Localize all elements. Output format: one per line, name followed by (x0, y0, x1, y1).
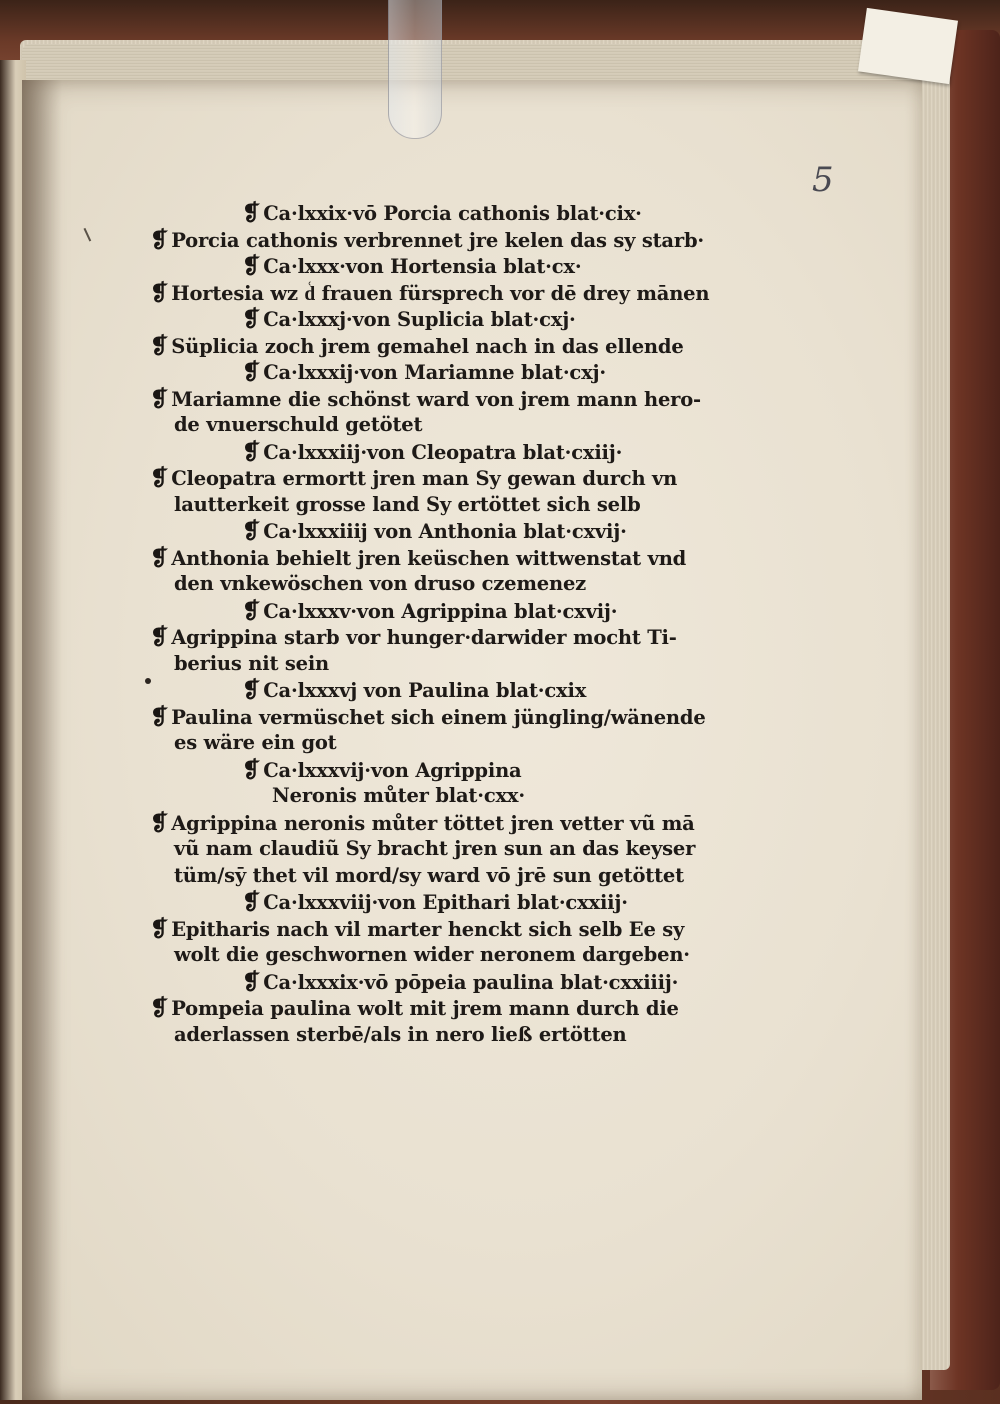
paper-slip (858, 8, 958, 84)
line-text: Ca·lxxxj·von Suplicia blat·cxj· (263, 308, 576, 331)
line-text: den vnkewöschen von druso czemenez (174, 572, 587, 595)
chapter-summary (150, 333, 690, 360)
line-text: Pompeia paulina wolt mit jrem mann durch die (171, 997, 679, 1020)
line-text: Ca·lxxxvj von Paulina blat·cxix (263, 679, 587, 702)
line-text: Paulina vermüschet sich einem jüngling/wänende (171, 705, 706, 729)
line-text: de vnuerschuld getötet (174, 413, 423, 436)
line-text: Süplicia zoch jrem gemahel nach in das ellende (171, 334, 684, 358)
line-text: Ca·lxxix·vō Porcia cathonis blat·cix· (263, 202, 642, 225)
line-text: Cleopatra ermortt jren man Sy gewan durch vn (171, 467, 678, 490)
chapter-summary-continued (150, 651, 690, 678)
chapter-summary (150, 703, 706, 731)
pilcrow-icon: ❡ (242, 597, 261, 624)
line-text: berius nit sein (174, 651, 330, 675)
pilcrow-icon: ❡ (150, 624, 169, 650)
line-text: Ca·lxxxviij·von Epithari blat·cxxiij· (263, 891, 628, 914)
chapter-heading (150, 253, 690, 280)
chapter-summary-continued (150, 942, 690, 969)
pilcrow-icon: ❡ (150, 226, 169, 253)
chapter-summary-continued (150, 412, 690, 439)
chapter-summary (150, 385, 701, 413)
chapter-summary-continued (150, 836, 696, 863)
chapter-heading (150, 889, 690, 916)
pilcrow-icon: ❡ (242, 306, 261, 332)
chapter-summary-continued (150, 730, 690, 757)
line-text: Mariamne die schönst ward von jrem mann hero‐ (171, 387, 701, 411)
pilcrow-icon: ❡ (242, 359, 261, 385)
line-text: wolt die geschwornen wider neronem dargeben· (174, 943, 690, 966)
chapter-summary (150, 226, 704, 254)
line-text: es wäre ein got (174, 731, 337, 754)
pilcrow-icon: ❡ (150, 279, 169, 306)
line-text: Ca·lxxxvij·von Agrippina (263, 758, 522, 782)
pilcrow-icon: ❡ (150, 544, 169, 571)
pilcrow-icon: ❡ (242, 677, 261, 703)
pilcrow-icon: ❡ (242, 756, 261, 783)
pilcrow-icon: ❡ (242, 889, 261, 915)
chapter-heading (150, 677, 690, 704)
gutter-shadow (22, 80, 62, 1400)
line-text: tüm/sȳ thet vil mord/sy ward vō jrē sun getöttet (174, 863, 684, 887)
pilcrow-icon: ❡ (150, 915, 169, 942)
chapter-summary-continued (150, 1022, 690, 1049)
line-text: lautterkeit grosse land Sy ertöttet sich selb (174, 492, 641, 516)
chapter-summary (150, 916, 690, 943)
pilcrow-icon: ❡ (242, 438, 261, 465)
line-text: vũ nam claudiũ Sy bracht jren sun an das keyser (174, 837, 696, 860)
line-text: Ca·lxxxiij·von Cleopatra blat·cxiij· (263, 440, 623, 464)
bookmark-tab (388, 0, 442, 139)
pilcrow-icon: ❡ (150, 332, 169, 359)
pilcrow-icon: ❡ (150, 995, 169, 1021)
pilcrow-icon: ❡ (242, 253, 261, 279)
pilcrow-icon: ❡ (150, 809, 169, 836)
chapter-summary (150, 465, 690, 492)
line-text: Ca·lxxxij·von Mariamne blat·cxj· (263, 361, 606, 384)
chapter-summary (150, 624, 690, 651)
chapter-summary (150, 809, 695, 837)
folio-number: 5 (812, 160, 834, 200)
chapter-heading (150, 757, 690, 784)
chapter-heading (150, 969, 690, 996)
line-text: Ca·lxxxv·von Agrippina blat·cxvij· (263, 599, 618, 623)
line-text: Neronis můter blat·cxx· (272, 784, 525, 807)
chapter-summary-continued (150, 492, 690, 519)
line-text: Ca·lxxxiiij von Anthonia blat·cxvij· (263, 520, 627, 543)
line-text: aderlassen sterbē/als in nero ließ ertötten (174, 1022, 627, 1046)
line-text: Ca·lxxxix·vō pōpeia paulina blat·cxxiiij· (263, 970, 679, 994)
line-text: Hortesia wz d͑ frauen fürsprech vor dē drey mānen (171, 281, 710, 305)
chapter-heading (150, 200, 690, 227)
pilcrow-icon: ❡ (242, 518, 261, 544)
pilcrow-icon: ❡ (150, 465, 169, 491)
pilcrow-icon: ❡ (242, 200, 261, 226)
chapter-summary (150, 279, 710, 307)
chapter-summary (150, 995, 690, 1022)
pilcrow-icon: ❡ (242, 968, 261, 995)
chapter-heading (150, 439, 690, 466)
table-of-contents (150, 200, 710, 1048)
line-text: Porcia cathonis verbrennet jre kelen das sy starb· (171, 228, 704, 252)
line-text: Ca·lxxx·von Hortensia blat·cx· (263, 255, 582, 278)
chapter-summary (150, 545, 690, 572)
line-text: Agrippina starb vor hunger·darwider mocht Ti‐ (171, 626, 677, 649)
pilcrow-icon: ❡ (150, 385, 169, 412)
chapter-heading-continued (150, 783, 690, 810)
line-text: Agrippina neronis můter töttet jren vetter vũ mā (171, 811, 695, 835)
line-text: Epitharis nach vil marter henckt sich selb Ee sy (171, 917, 685, 941)
chapter-heading (150, 306, 690, 333)
chapter-heading (150, 598, 690, 625)
chapter-heading (150, 359, 690, 386)
pilcrow-icon: ❡ (150, 703, 169, 730)
chapter-heading (150, 518, 690, 545)
chapter-summary-continued (150, 863, 690, 890)
line-text: Anthonia behielt jren keüschen wittwenstat vnd (171, 546, 687, 570)
chapter-summary-continued (150, 571, 690, 598)
